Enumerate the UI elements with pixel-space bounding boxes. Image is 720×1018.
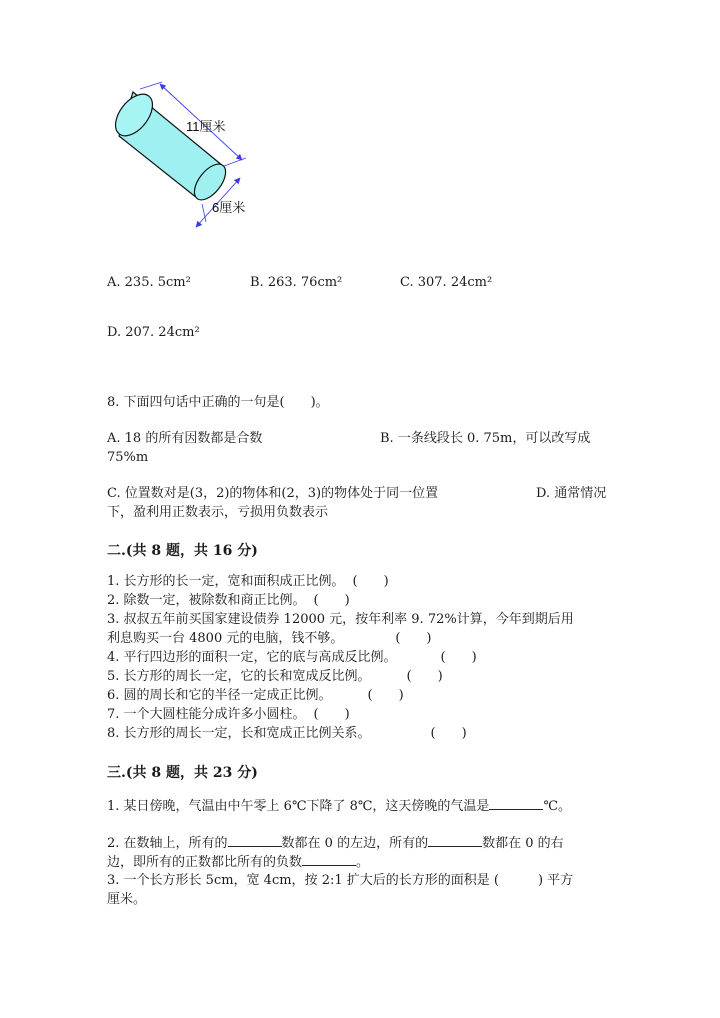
s2-item-1: 1. 长方形的长一定，宽和面积成正比例。 ( ) [107, 574, 389, 589]
s2-item-4: 4. 平行四边形的面积一定，它的底与高成反比例。 ( ) [107, 650, 477, 665]
diameter-label: 6厘米 [212, 200, 246, 215]
answer-paren[interactable]: ( ) [352, 574, 389, 589]
q8-option-c[interactable]: C. 位置数对是(3，2)的物体和(2，3)的物体处于同一位置 [107, 486, 439, 501]
q8-option-b-continued: 75%m [107, 450, 149, 465]
q7-option-d[interactable]: D. 207. 24cm² [107, 325, 200, 340]
answer-paren[interactable]: ( ) [430, 726, 467, 741]
q8-stem: 8. 下面四句话中正确的一句是( )。 [107, 395, 329, 410]
cylinder-figure [100, 80, 270, 240]
s3-q3-continued: 厘米。 [107, 892, 147, 907]
s3-q3: 3. 一个长方形长 5cm，宽 4cm，按 2:1 扩大后的长方形的面积是 ( ) 平方 [107, 873, 574, 888]
q7-option-c[interactable]: C. 307. 24cm² [400, 275, 493, 290]
q8-option-b[interactable]: B. 一条线段长 0. 75m，可以改写成 [380, 431, 591, 446]
fill-blank[interactable] [302, 853, 356, 866]
s3-q2-continued: 边，即所有的正数都比所有的负数 。 [107, 855, 370, 870]
s2-item-2: 2. 除数一定，被除数和商正比例。 ( ) [107, 593, 350, 608]
q7-option-b[interactable]: B. 263. 76cm² [250, 275, 343, 290]
section3-title: 三.(共 8 题，共 23 分) [107, 765, 258, 781]
answer-paren[interactable]: ( ) [395, 631, 432, 646]
s3-q2: 2. 在数轴上，所有的 数都在 0 的左边，所有的 数都在 0 的右 [107, 836, 564, 851]
s2-item-3: 3. 叔叔五年前买国家建设债券 12000 元，按年利率 9. 72%计算，今年到期后用 [107, 612, 574, 627]
length-label: 11厘米 [186, 119, 226, 134]
q8-option-a[interactable]: A. 18 的所有因数都是合数 [107, 431, 263, 446]
s2-item-6: 6. 圆的周长和它的半径一定成正比例。 ( ) [107, 688, 404, 703]
section2-title: 二.(共 8 题，共 16 分) [107, 543, 258, 559]
s2-item-3-continued: 利息购买一台 4800 元的电脑，钱不够。 ( ) [107, 631, 432, 646]
answer-paren[interactable]: ( ) [367, 688, 404, 703]
answer-paren[interactable]: ( ) [440, 650, 477, 665]
answer-paren[interactable]: ( ) [313, 593, 350, 608]
q8-option-d[interactable]: D. 通常情况 [536, 486, 607, 501]
q7-option-a[interactable]: A. 235. 5cm² [107, 275, 191, 290]
answer-paren[interactable]: ( ) [406, 669, 443, 684]
q8-option-d-continued: 下，盈利用正数表示，亏损用负数表示 [107, 505, 329, 520]
s2-item-7: 7. 一个大圆柱能分成许多小圆柱。 ( ) [107, 707, 350, 722]
fill-blank[interactable] [428, 834, 482, 847]
s2-item-5: 5. 长方形的周长一定，它的长和宽成反比例。 ( ) [107, 669, 443, 684]
answer-paren[interactable]: ( ) [313, 707, 350, 722]
fill-blank[interactable] [228, 834, 282, 847]
s2-item-8: 8. 长方形的周长一定，长和宽成正比例关系。 ( ) [107, 726, 467, 741]
fill-blank[interactable] [489, 797, 543, 810]
s3-q1: 1. 某日傍晚，气温由中午零上 6℃下降了 8℃，这天傍晚的气温是 ℃。 [107, 799, 571, 814]
